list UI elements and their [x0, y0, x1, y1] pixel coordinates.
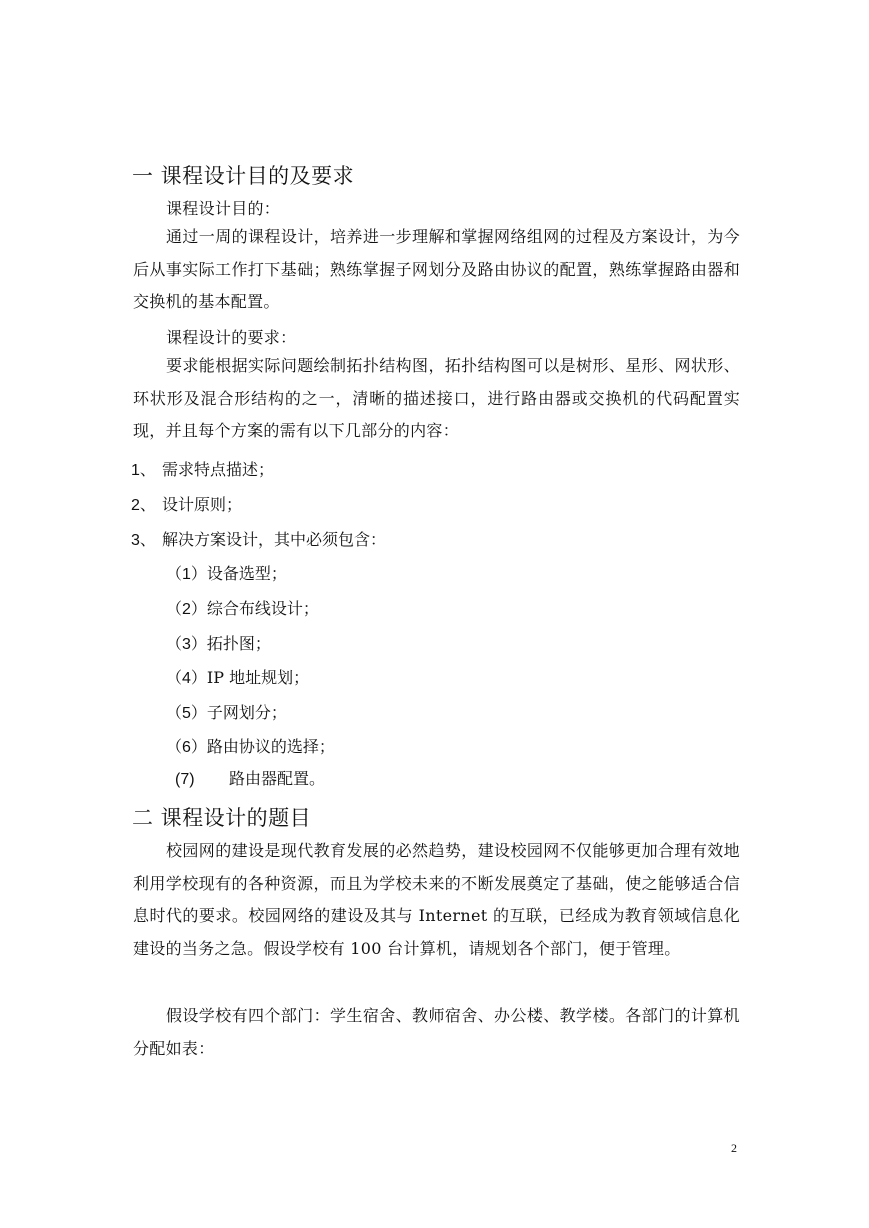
section2-heading: 二 课程设计的题目	[132, 806, 312, 830]
list-number: 1、	[131, 462, 156, 479]
page-number: 2	[731, 1141, 737, 1155]
sublist-text: 拓扑图；	[206, 634, 271, 653]
section1-heading: 一 课程设计目的及要求	[132, 164, 355, 188]
sublist-item	[166, 700, 287, 723]
purpose-paragraph	[133, 221, 740, 319]
sublist-mark: （6）	[166, 739, 207, 756]
topic-text-2: 假设学校有四个部门：学生宿舍、教师宿舍、办公楼、教学楼。各部门的计算机分配如表：	[133, 1006, 740, 1058]
requirement-label: 课程设计的要求：	[166, 328, 297, 347]
topic-paragraph-1	[133, 835, 740, 965]
list-item	[131, 492, 242, 515]
sublist-item	[166, 596, 319, 619]
sublist-mark: (7)	[175, 771, 195, 788]
sublist-mark: （1）	[166, 566, 207, 583]
list-number: 2、	[131, 497, 156, 514]
purpose-text: 通过一周的课程设计，培养进一步理解和掌握网络组网的过程及方案设计，为今后从事实际工作打下基础；熟练掌握子网划分及路由协议的配置，熟练掌握路由器和交换机的基本配置。	[133, 227, 740, 311]
list-item	[131, 457, 274, 480]
sublist-mark: （4）	[166, 670, 207, 687]
list-item	[131, 527, 386, 550]
purpose-label: 课程设计目的：	[166, 199, 281, 218]
list-number: 3、	[131, 532, 156, 549]
sublist-mark: （5）	[166, 705, 207, 722]
requirement-paragraph	[133, 350, 740, 448]
sublist-text: 子网划分；	[206, 703, 287, 722]
sublist-item	[166, 561, 287, 584]
sublist-text: 设备选型；	[206, 564, 287, 583]
sublist-item	[166, 734, 335, 757]
sublist-item	[166, 665, 309, 688]
list-text: 解决方案设计，其中必须包含：	[162, 530, 387, 549]
list-text: 设计原则；	[162, 495, 243, 514]
topic-text-1: 校园网的建设是现代教育发展的必然趋势，建设校园网不仅能够更加合理有效地利用学校现有的各种资源，而且为学校未来的不断发展奠定了基础，使之能够适合信息时代的要求。校园网络的建设及其与 Internet 的互联，已经成为教育领域信息化建设的当务之急。假设学校有 100 台计算机，请规划各个部门，便于管理。	[133, 841, 740, 958]
sublist-text: 综合布线设计；	[206, 599, 319, 618]
sublist-text: IP 地址规划；	[206, 668, 310, 687]
requirement-text: 要求能根据实际问题绘制拓扑结构图，拓扑结构图可以是树形、星形、网状形、环状形及混合形结构的之一，清晰的描述接口，进行路由器或交换机的代码配置实现，并且每个方案的需有以下几部分的内容：	[133, 356, 740, 440]
topic-paragraph-2	[133, 1000, 740, 1065]
list-text: 需求特点描述；	[162, 460, 275, 479]
sublist-item	[166, 631, 271, 654]
sublist-text: 路由协议的选择；	[206, 737, 335, 756]
sublist-item	[175, 766, 325, 789]
sublist-mark: （2）	[166, 601, 207, 618]
sublist-mark: （3）	[166, 636, 207, 653]
sublist-text: 路由器配置。	[229, 769, 326, 788]
